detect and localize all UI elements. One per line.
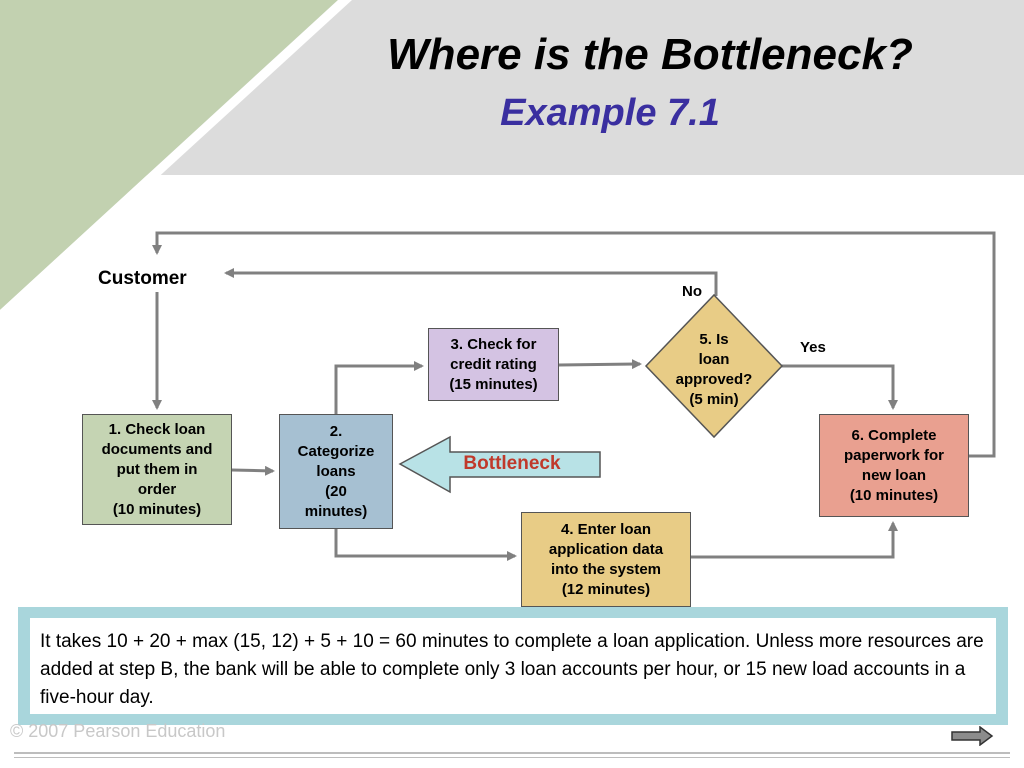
right-arrow-icon	[952, 727, 992, 745]
customer-label: Customer	[98, 268, 187, 289]
connector-no-to-customer	[226, 273, 716, 296]
explanation-text: It takes 10 + 20 + max (15, 12) + 5 + 10 = 60 minutes to complete a loan application. Unless more resources are added at step B, the bank will be able to complete only 3 loan accounts per hour, or 15 new load accounts in a five-hour day.	[30, 618, 996, 714]
connector-step4-to-step6	[691, 523, 893, 557]
step2-box: 2. Categorize loans (20 minutes)	[279, 414, 393, 529]
step5-label: 5. Is loan approved? (5 min)	[675, 331, 753, 408]
next-slide-button[interactable]	[950, 726, 994, 746]
connector-step2-to-step4	[336, 529, 515, 556]
slide-title: Where is the Bottleneck?	[387, 30, 913, 79]
footer-divider-thin	[14, 757, 1010, 758]
yes-label: Yes	[800, 339, 826, 356]
footer-divider	[14, 752, 1010, 754]
connector-step1-to-step2	[232, 470, 273, 471]
connector-step2-to-step3	[336, 366, 422, 414]
step3-box: 3. Check for credit rating (15 minutes)	[428, 328, 559, 401]
step4-box: 4. Enter loan application data into the system (12 minutes)	[521, 512, 691, 607]
step1-box: 1. Check loan documents and put them in order (10 minutes)	[82, 414, 232, 525]
connector-step3-to-step5	[559, 364, 640, 365]
explanation-box	[18, 607, 1008, 725]
step6-box: 6. Complete paperwork for new loan (10 minutes)	[819, 414, 969, 517]
bottleneck-label: Bottleneck	[463, 453, 561, 474]
connector-yes-to-step6	[781, 366, 893, 408]
copyright-text: © 2007 Pearson Education	[10, 721, 226, 741]
slide-subtitle: Example 7.1	[500, 92, 720, 134]
no-label: No	[682, 283, 702, 300]
